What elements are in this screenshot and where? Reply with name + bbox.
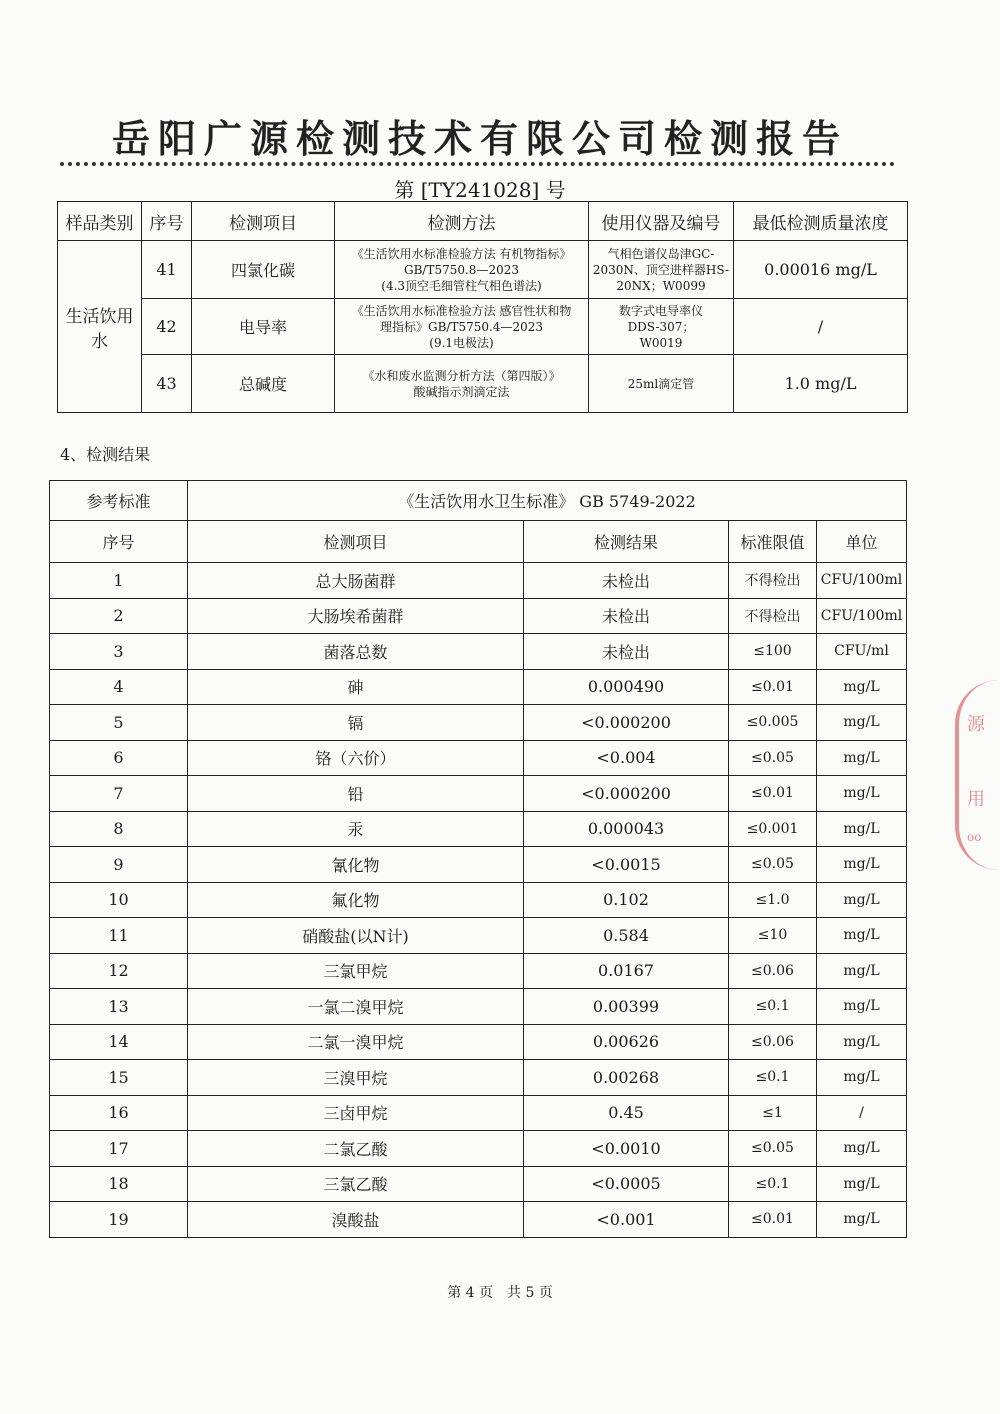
standard-limit: ≤1 (729, 1095, 817, 1131)
row-no: 42 (142, 299, 192, 355)
instrument-line: 25ml滴定管 (627, 376, 695, 391)
test-result: 0.00626 (524, 1024, 729, 1060)
method-line: 《生活饮用水标准检验方法 感官性状和物 (351, 303, 572, 318)
unit: mg/L (817, 1166, 907, 1202)
result-row (50, 634, 907, 670)
header-item: 检测项目 (188, 521, 524, 563)
row-no: 14 (50, 1024, 188, 1060)
dotted-divider (60, 162, 895, 166)
standard-limit: ≤0.01 (729, 1202, 817, 1238)
result-row (50, 669, 907, 705)
header-instrument: 使用仪器及编号 (589, 202, 734, 241)
row-no: 6 (50, 740, 188, 776)
instrument-line: 20NX；W0099 (616, 278, 706, 293)
stamp-char: oo (967, 830, 982, 844)
instrument (589, 355, 734, 413)
test-item: 二氯一溴甲烷 (188, 1024, 524, 1060)
instrument-line: 2030N、顶空进样器HS- (592, 262, 730, 277)
test-item: 铬（六价） (188, 740, 524, 776)
standard-limit: ≤0.005 (729, 705, 817, 741)
seal-stamp (955, 680, 999, 870)
min-concentration: 1.0 mg/L (734, 355, 908, 413)
stamp-char: 用 (967, 789, 985, 810)
standard-limit: ≤0.01 (729, 776, 817, 812)
result-row (50, 598, 907, 634)
row-no: 2 (50, 598, 188, 634)
test-result: 0.000043 (524, 811, 729, 847)
test-item: 一氯二溴甲烷 (188, 989, 524, 1025)
header-unit: 单位 (817, 521, 907, 563)
test-method (335, 241, 589, 299)
test-item: 三氯甲烷 (188, 953, 524, 989)
sample-category: 生活饮用水 (58, 241, 142, 413)
row-no: 13 (50, 989, 188, 1025)
test-item: 总碱度 (192, 355, 335, 413)
unit: mg/L (817, 953, 907, 989)
method-row (58, 355, 908, 413)
row-no: 10 (50, 882, 188, 918)
standard-limit: ≤0.05 (729, 740, 817, 776)
report-title: 岳阳广源检测技术有限公司检测报告 (111, 117, 848, 161)
header-limit: 标准限值 (729, 521, 817, 563)
test-item: 总大肠菌群 (188, 563, 524, 599)
result-table (49, 480, 907, 1238)
test-result: <0.000200 (524, 705, 729, 741)
row-no: 1 (50, 563, 188, 599)
row-no: 15 (50, 1060, 188, 1096)
unit: mg/L (817, 811, 907, 847)
reference-row (50, 481, 907, 521)
row-no: 9 (50, 847, 188, 883)
test-item: 四氯化碳 (192, 241, 335, 299)
row-no: 12 (50, 953, 188, 989)
test-item: 溴酸盐 (188, 1202, 524, 1238)
min-concentration: / (734, 299, 908, 355)
test-item: 铅 (188, 776, 524, 812)
test-item: 砷 (188, 669, 524, 705)
method-line: (4.3顶空毛细管柱气相色谱法) (381, 278, 542, 293)
standard-limit: ≤100 (729, 634, 817, 670)
test-result: 0.00268 (524, 1060, 729, 1096)
test-item: 三卤甲烷 (188, 1095, 524, 1131)
test-item: 汞 (188, 811, 524, 847)
unit: mg/L (817, 1202, 907, 1238)
reference-label: 参考标准 (50, 481, 188, 521)
test-item: 菌落总数 (188, 634, 524, 670)
section-title: 4、检测结果 (60, 445, 151, 464)
test-result: <0.0010 (524, 1131, 729, 1167)
unit: mg/L (817, 705, 907, 741)
unit: mg/L (817, 740, 907, 776)
result-row (50, 1024, 907, 1060)
test-result: 0.0167 (524, 953, 729, 989)
unit: mg/L (817, 989, 907, 1025)
instrument (589, 299, 734, 355)
test-result: 0.45 (524, 1095, 729, 1131)
row-no: 18 (50, 1166, 188, 1202)
page-footer: 第 4 页 共 5 页 (447, 1285, 553, 1301)
report-number: 第 [TY241028] 号 (394, 178, 566, 202)
instrument-line: W0019 (639, 335, 683, 350)
unit: mg/L (817, 918, 907, 954)
standard-limit: ≤0.05 (729, 847, 817, 883)
test-method (335, 355, 589, 413)
unit: mg/L (817, 1024, 907, 1060)
header-result: 检测结果 (524, 521, 729, 563)
result-row (50, 1166, 907, 1202)
row-no: 3 (50, 634, 188, 670)
standard-limit: ≤10 (729, 918, 817, 954)
test-result: <0.004 (524, 740, 729, 776)
result-row (50, 953, 907, 989)
method-line: (9.1电极法) (429, 335, 494, 350)
min-concentration: 0.00016 mg/L (734, 241, 908, 299)
method-row (58, 241, 908, 299)
test-item: 二氯乙酸 (188, 1131, 524, 1167)
row-no: 5 (50, 705, 188, 741)
standard-limit: ≤0.05 (729, 1131, 817, 1167)
test-item: 硝酸盐(以N计) (188, 918, 524, 954)
test-result: 0.102 (524, 882, 729, 918)
standard-limit: ≤0.1 (729, 1060, 817, 1096)
result-row (50, 1095, 907, 1131)
row-no: 7 (50, 776, 188, 812)
method-table-header (58, 202, 908, 241)
instrument-line: 数字式电导率仪 (618, 303, 703, 318)
header-item: 检测项目 (192, 202, 335, 241)
test-item: 大肠埃希菌群 (188, 598, 524, 634)
method-line: 《生活饮用水标准检验方法 有机物指标》 (351, 246, 572, 261)
unit: CFU/100ml (817, 598, 907, 634)
method-line: 《水和废水监测分析方法（第四版）》 (362, 368, 561, 383)
standard-limit: ≤0.06 (729, 953, 817, 989)
unit: mg/L (817, 1060, 907, 1096)
instrument (589, 241, 734, 299)
row-no: 43 (142, 355, 192, 413)
test-result: 未检出 (524, 634, 729, 670)
unit: mg/L (817, 776, 907, 812)
test-result: 0.00399 (524, 989, 729, 1025)
standard-limit: ≤0.1 (729, 1166, 817, 1202)
result-row (50, 1131, 907, 1167)
unit: mg/L (817, 669, 907, 705)
test-result: 未检出 (524, 563, 729, 599)
instrument-line: DDS-307； (627, 319, 695, 334)
test-item: 氰化物 (188, 847, 524, 883)
header-no: 序号 (142, 202, 192, 241)
standard-limit: 不得检出 (729, 598, 817, 634)
test-result: 未检出 (524, 598, 729, 634)
test-item: 三氯乙酸 (188, 1166, 524, 1202)
reference-standard: 《生活饮用水卫生标准》 GB 5749-2022 (188, 481, 907, 521)
method-line: GB/T5750.8—2023 (404, 262, 519, 277)
result-row (50, 563, 907, 599)
result-header-row (50, 521, 907, 563)
instrument-line: 气相色谱仪岛津GC- (607, 246, 715, 261)
test-item: 镉 (188, 705, 524, 741)
test-result: <0.000200 (524, 776, 729, 812)
method-line: 酸碱指示剂滴定法 (413, 384, 510, 399)
result-row (50, 740, 907, 776)
standard-limit: ≤0.001 (729, 811, 817, 847)
row-no: 8 (50, 811, 188, 847)
unit: CFU/100ml (817, 563, 907, 599)
header-category: 样品类别 (58, 202, 142, 241)
test-result: <0.0005 (524, 1166, 729, 1202)
header-min-concentration: 最低检测质量浓度 (734, 202, 908, 241)
result-row (50, 776, 907, 812)
row-no: 16 (50, 1095, 188, 1131)
test-method (335, 299, 589, 355)
result-row (50, 1202, 907, 1238)
row-no: 11 (50, 918, 188, 954)
result-row (50, 989, 907, 1025)
header-method: 检测方法 (335, 202, 589, 241)
stamp-char: 源 (967, 714, 985, 735)
header-no: 序号 (50, 521, 188, 563)
method-row (58, 299, 908, 355)
test-result: <0.0015 (524, 847, 729, 883)
row-no: 17 (50, 1131, 188, 1167)
test-result: 0.584 (524, 918, 729, 954)
row-no: 41 (142, 241, 192, 299)
row-no: 19 (50, 1202, 188, 1238)
unit: mg/L (817, 1131, 907, 1167)
standard-limit: 不得检出 (729, 563, 817, 599)
standard-limit: ≤0.01 (729, 669, 817, 705)
test-result: 0.000490 (524, 669, 729, 705)
result-row (50, 847, 907, 883)
method-line: 理指标》GB/T5750.4—2023 (380, 319, 543, 334)
row-no: 4 (50, 669, 188, 705)
test-item: 电导率 (192, 299, 335, 355)
unit: CFU/ml (817, 634, 907, 670)
test-item: 氟化物 (188, 882, 524, 918)
result-row (50, 1060, 907, 1096)
result-row (50, 918, 907, 954)
result-row (50, 882, 907, 918)
standard-limit: ≤0.1 (729, 989, 817, 1025)
result-row (50, 705, 907, 741)
test-item: 三溴甲烷 (188, 1060, 524, 1096)
result-row (50, 811, 907, 847)
test-result: <0.001 (524, 1202, 729, 1238)
unit: mg/L (817, 847, 907, 883)
standard-limit: ≤1.0 (729, 882, 817, 918)
standard-limit: ≤0.06 (729, 1024, 817, 1060)
unit: mg/L (817, 882, 907, 918)
unit: / (817, 1095, 907, 1131)
method-table (57, 201, 908, 413)
